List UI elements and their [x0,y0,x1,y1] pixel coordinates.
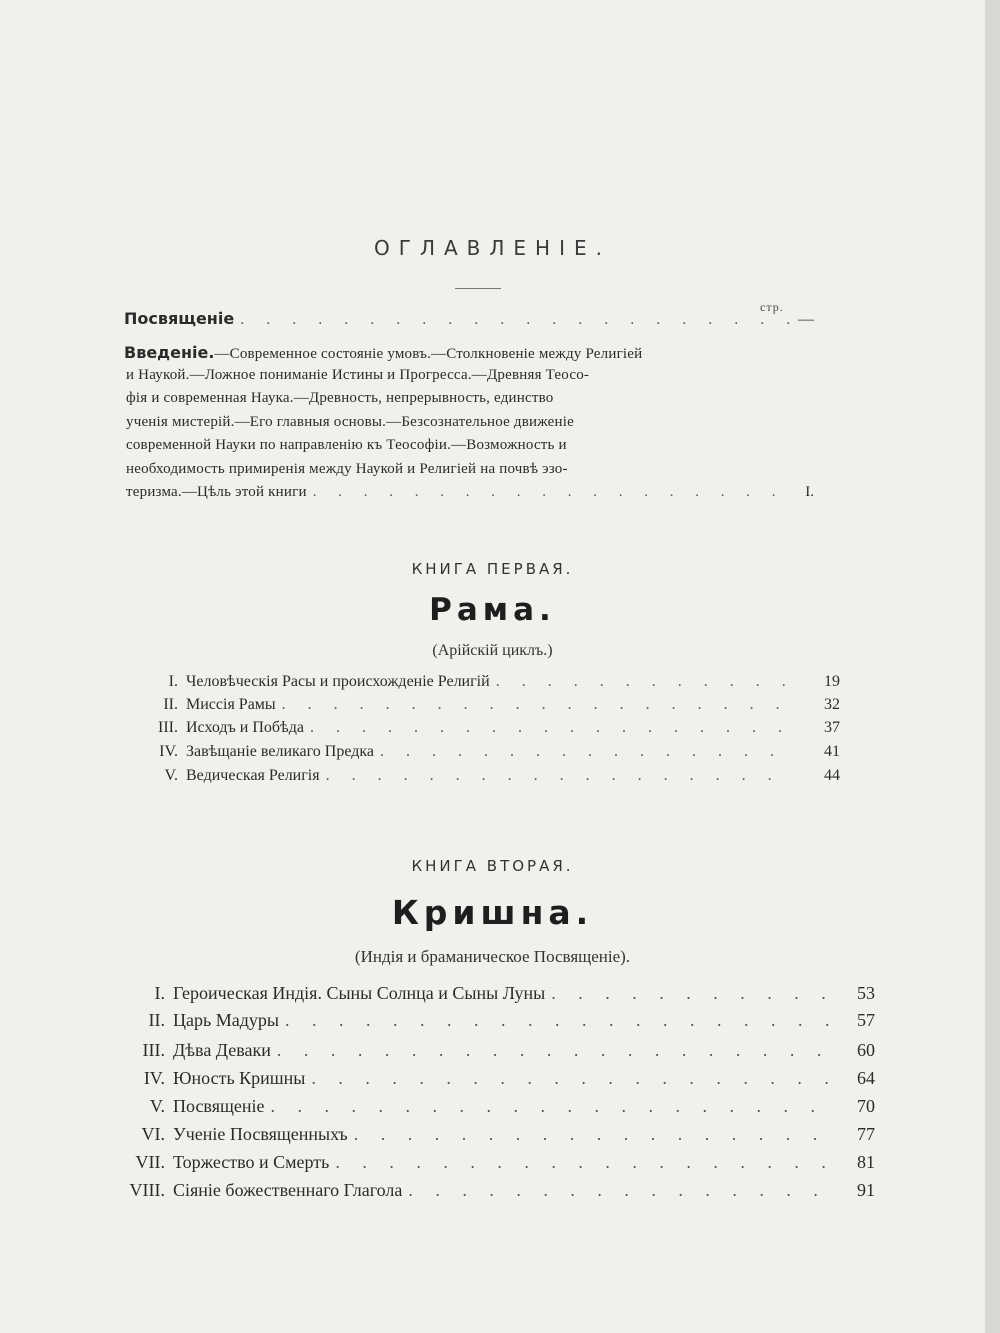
leader-dots [240,311,792,329]
chapter-number: VIII. [129,1180,165,1200]
chapter-title: Ведическая Религія [186,767,320,784]
chapter-number: V. [149,1096,165,1116]
chapter-entry [140,767,840,785]
chapter-page: 57 [857,1010,875,1030]
leader-dots [277,1040,829,1061]
chapter-entry [105,1096,875,1117]
book1-header: КНИГА ПЕРВАЯ. [411,560,574,578]
intro-text: современной Науки по направленію къ Теософіи.—Возможность и [126,437,567,453]
chapter-title: Человѣческія Расы и происхожденіе Религій [186,673,490,690]
chapter-number: I. [168,673,178,690]
leader-dots [354,1124,829,1145]
chapter-title: Посвященіе [173,1096,265,1116]
dedication-label: Посвященіе [124,309,235,328]
leader-dots [496,673,794,691]
book1-title: Рама. [429,592,556,628]
introduction-entry [124,343,814,508]
chapter-title: Миссія Рамы [186,696,276,713]
chapter-entry [105,1152,875,1173]
book2-title: Кришна. [391,893,594,932]
chapter-entry [105,1010,875,1031]
intro-line [124,484,814,508]
chapter-number: III. [158,719,178,736]
leader-dots [551,983,829,1004]
leader-dots [313,484,786,501]
intro-line [124,390,814,414]
page-column-header: стр. [760,300,784,314]
intro-text: фія и современная Наука.—Древность, непрерывность, единство [126,390,554,406]
chapter-title: Героическая Индія. Сыны Солнца и Сыны Луны [173,983,546,1003]
leader-dots [310,719,794,737]
chapter-entry [105,983,875,1004]
chapter-page: 53 [857,983,875,1003]
chapter-entry [140,696,840,714]
chapter-entry [105,1068,875,1089]
dedication-entry [124,309,814,329]
chapter-title: Завѣщаніе великаго Предка [186,743,375,760]
chapter-number: V. [164,767,178,784]
intro-line [124,461,814,485]
intro-text: необходимость примиренія между Наукой и Религіей на почвѣ эзо- [126,460,568,477]
intro-text: —Современное состояніе умовъ.—Столкновеніе между Религіей [214,346,643,362]
chapter-entry [105,1180,875,1201]
chapter-page: 41 [824,743,840,760]
leader-dots [326,767,794,785]
book1-subtitle: (Арійскій циклъ.) [432,642,553,659]
intro-text: и Наукой.—Ложное пониманіе Истины и Прогресса.—Древняя Теосо- [126,366,590,383]
chapter-title: Дѣва Деваки [173,1040,271,1060]
dedication-page: — [798,311,814,328]
chapter-number: VI. [141,1124,165,1144]
chapter-entry [105,1040,875,1061]
chapter-page: 44 [824,767,840,784]
introduction-label: Введеніе. [124,343,215,362]
leader-dots [282,696,794,714]
chapter-page: 19 [824,673,840,690]
chapter-page: 64 [857,1068,875,1088]
intro-line [124,343,814,367]
chapter-entry [140,719,840,737]
leader-dots [335,1152,829,1173]
book2-header: КНИГА ВТОРАЯ. [411,857,574,875]
chapter-page: 32 [824,696,840,713]
intro-text: теризма.—Цѣль этой книги [126,484,307,500]
toc-title: ОГЛАВЛЕНIЕ. [374,236,611,260]
title-rule [455,288,501,289]
book2-subtitle: (Индія и браманическое Посвященіе). [354,947,631,966]
page-edge-shadow [985,0,1000,1333]
chapter-number: IV. [143,1068,165,1088]
chapter-entry [140,673,840,691]
chapter-page: 37 [824,719,840,736]
chapter-title: Исходъ и Побѣда [186,719,304,736]
chapter-page: 77 [857,1124,875,1144]
chapter-page: 70 [857,1096,875,1116]
intro-line [124,367,814,391]
chapter-title: Сіяніе божественнаго Глагола [173,1180,403,1200]
chapter-title: Царь Мадуры [173,1010,279,1030]
chapter-number: VII. [135,1152,165,1172]
chapter-page: 91 [857,1180,875,1200]
intro-line [124,414,814,438]
chapter-number: III. [142,1040,165,1060]
chapter-title: Юность Кришны [173,1068,306,1088]
chapter-number: II. [148,1010,165,1030]
chapter-page: 81 [857,1152,875,1172]
chapter-title: Торжество и Смерть [173,1152,330,1172]
leader-dots [311,1068,829,1089]
leader-dots [380,743,794,761]
introduction-page: I. [805,484,814,500]
chapter-page: 60 [857,1040,875,1060]
chapter-entry [105,1124,875,1145]
chapter-title: Ученіе Посвященныхъ [173,1124,348,1144]
intro-text: ученія мистерій.—Его главныя основы.—Безсознательное движеніе [126,413,574,430]
intro-line [124,437,814,461]
leader-dots [408,1180,829,1201]
chapter-entry [140,743,840,761]
leader-dots [285,1010,829,1031]
chapter-number: II. [163,696,178,713]
chapter-number: I. [154,983,165,1003]
leader-dots [270,1096,829,1117]
chapter-number: IV. [159,743,178,760]
